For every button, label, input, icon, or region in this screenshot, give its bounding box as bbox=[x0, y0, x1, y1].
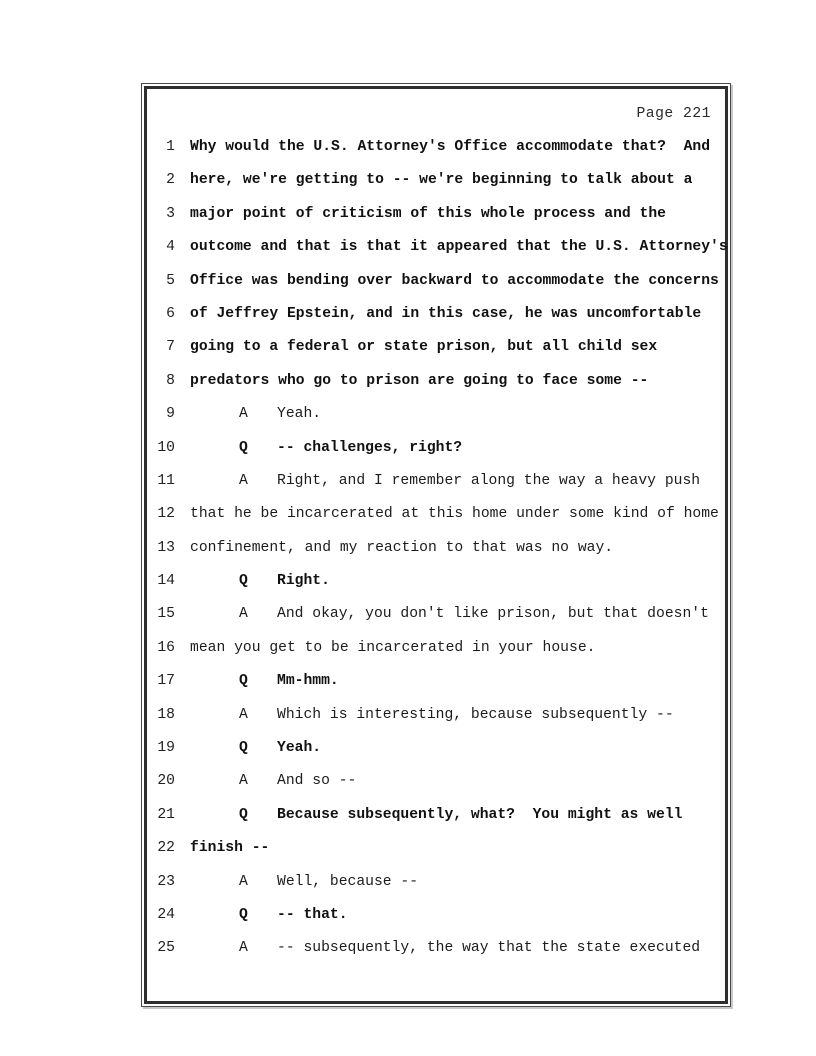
speaker-label: Q bbox=[239, 439, 248, 456]
line-number: 9 bbox=[166, 406, 175, 423]
line-number: 12 bbox=[157, 506, 175, 523]
line-content: of Jeffrey Epstein, and in this case, he was uncomfortable bbox=[190, 305, 702, 322]
line-text: Mm-hmm. bbox=[277, 673, 339, 690]
speaker-label: Q bbox=[239, 740, 248, 757]
line-number: 1 bbox=[166, 139, 175, 155]
transcript-line bbox=[151, 866, 717, 899]
line-number: 14 bbox=[157, 573, 175, 590]
line-number: 10 bbox=[157, 439, 175, 456]
line-content bbox=[190, 465, 717, 498]
line-text: -- subsequently, the way that the state executed bbox=[277, 940, 701, 957]
line-content: finish -- bbox=[190, 840, 270, 857]
speaker-label: A bbox=[239, 873, 248, 890]
line-content bbox=[190, 665, 717, 698]
line-text: -- challenges, right? bbox=[277, 439, 463, 456]
line-number: 24 bbox=[157, 906, 175, 923]
transcript-line bbox=[151, 331, 717, 364]
transcript-line bbox=[151, 198, 717, 231]
line-number: 21 bbox=[157, 806, 175, 823]
line-content: outcome and that is that it appeared that the U.S. Attorney's bbox=[190, 239, 728, 256]
speaker-label: A bbox=[239, 940, 248, 957]
line-content: here, we're getting to -- we're beginning to talk about a bbox=[190, 172, 693, 189]
line-number: 2 bbox=[166, 172, 175, 189]
speaker-label: Q bbox=[239, 573, 248, 590]
line-content bbox=[190, 765, 717, 798]
speaker-label: Q bbox=[239, 906, 248, 923]
line-text: Right. bbox=[277, 573, 330, 590]
transcript-page-inner-border bbox=[144, 86, 728, 1004]
line-number: 17 bbox=[157, 673, 175, 690]
transcript-line bbox=[151, 932, 717, 965]
line-content: confinement, and my reaction to that was no way. bbox=[190, 539, 614, 556]
line-text: Right, and I remember along the way a heavy push bbox=[277, 472, 701, 489]
line-number: 8 bbox=[166, 372, 175, 389]
line-number: 4 bbox=[166, 239, 175, 256]
transcript-line bbox=[151, 899, 717, 932]
transcript-line bbox=[151, 498, 717, 531]
line-number: 13 bbox=[157, 539, 175, 556]
transcript-line bbox=[151, 665, 717, 698]
line-content: Why would the U.S. Attorney's Office accommodate that? And bbox=[190, 139, 711, 155]
line-text: And okay, you don't like prison, but that doesn't bbox=[277, 606, 709, 623]
line-content bbox=[190, 732, 717, 765]
transcript-line bbox=[151, 131, 717, 164]
line-number: 19 bbox=[157, 740, 175, 757]
transcript-line bbox=[151, 632, 717, 665]
line-number: 5 bbox=[166, 272, 175, 289]
line-text: Well, because -- bbox=[277, 873, 419, 890]
transcript-line bbox=[151, 231, 728, 264]
speaker-label: A bbox=[239, 406, 248, 423]
speaker-label: A bbox=[239, 606, 248, 623]
line-number: 15 bbox=[157, 606, 175, 623]
transcript-line bbox=[151, 799, 717, 832]
line-content: going to a federal or state prison, but all child sex bbox=[190, 339, 658, 356]
line-content bbox=[190, 932, 717, 965]
line-text: Yeah. bbox=[277, 740, 322, 757]
transcript-line bbox=[151, 465, 717, 498]
line-content bbox=[190, 598, 717, 631]
line-text: -- that. bbox=[277, 906, 348, 923]
line-content: Office was bending over backward to accommodate the concerns bbox=[190, 272, 719, 289]
line-number: 20 bbox=[157, 773, 175, 790]
line-content: that he be incarcerated at this home under some kind of home bbox=[190, 506, 719, 523]
speaker-label: A bbox=[239, 706, 248, 723]
speaker-label: Q bbox=[239, 673, 248, 690]
transcript-line bbox=[151, 565, 717, 598]
line-text: Which is interesting, because subsequently -- bbox=[277, 706, 674, 723]
speaker-label: A bbox=[239, 472, 248, 489]
line-text: And so -- bbox=[277, 773, 357, 790]
line-content bbox=[190, 799, 717, 832]
line-number: 23 bbox=[157, 873, 175, 890]
transcript-line bbox=[151, 732, 717, 765]
line-number: 6 bbox=[166, 305, 175, 322]
transcript-line bbox=[151, 765, 717, 798]
transcript-page-sheet bbox=[141, 83, 731, 1007]
transcript-line bbox=[151, 532, 717, 565]
line-text: Yeah. bbox=[277, 406, 322, 423]
transcript-line bbox=[151, 432, 717, 465]
line-number: 22 bbox=[157, 840, 175, 857]
line-content bbox=[190, 866, 717, 899]
speaker-label: A bbox=[239, 773, 248, 790]
transcript-line bbox=[151, 298, 717, 331]
transcript-line bbox=[151, 699, 717, 732]
line-content bbox=[190, 398, 717, 431]
transcript-line bbox=[151, 365, 717, 398]
line-number: 7 bbox=[166, 339, 175, 356]
line-number: 18 bbox=[157, 706, 175, 723]
transcript-line bbox=[151, 398, 717, 431]
line-content bbox=[190, 432, 717, 465]
line-number: 25 bbox=[157, 940, 175, 957]
transcript-line bbox=[151, 598, 717, 631]
line-content: major point of criticism of this whole process and the bbox=[190, 205, 666, 222]
transcript-line bbox=[151, 832, 717, 865]
transcript-line bbox=[151, 164, 717, 197]
line-number: 11 bbox=[157, 472, 175, 489]
line-content bbox=[190, 565, 717, 598]
transcript-lines bbox=[151, 131, 728, 966]
line-content bbox=[190, 899, 717, 932]
transcript-line bbox=[151, 265, 717, 298]
speaker-label: Q bbox=[239, 806, 248, 823]
line-number: 16 bbox=[157, 639, 175, 656]
line-number: 3 bbox=[166, 205, 175, 222]
line-content: mean you get to be incarcerated in your house. bbox=[190, 639, 596, 656]
line-text: Because subsequently, what? You might as well bbox=[277, 806, 683, 823]
line-content: predators who go to prison are going to face some -- bbox=[190, 372, 649, 389]
page-number-header: Page 221 bbox=[636, 106, 711, 122]
line-content bbox=[190, 699, 717, 732]
